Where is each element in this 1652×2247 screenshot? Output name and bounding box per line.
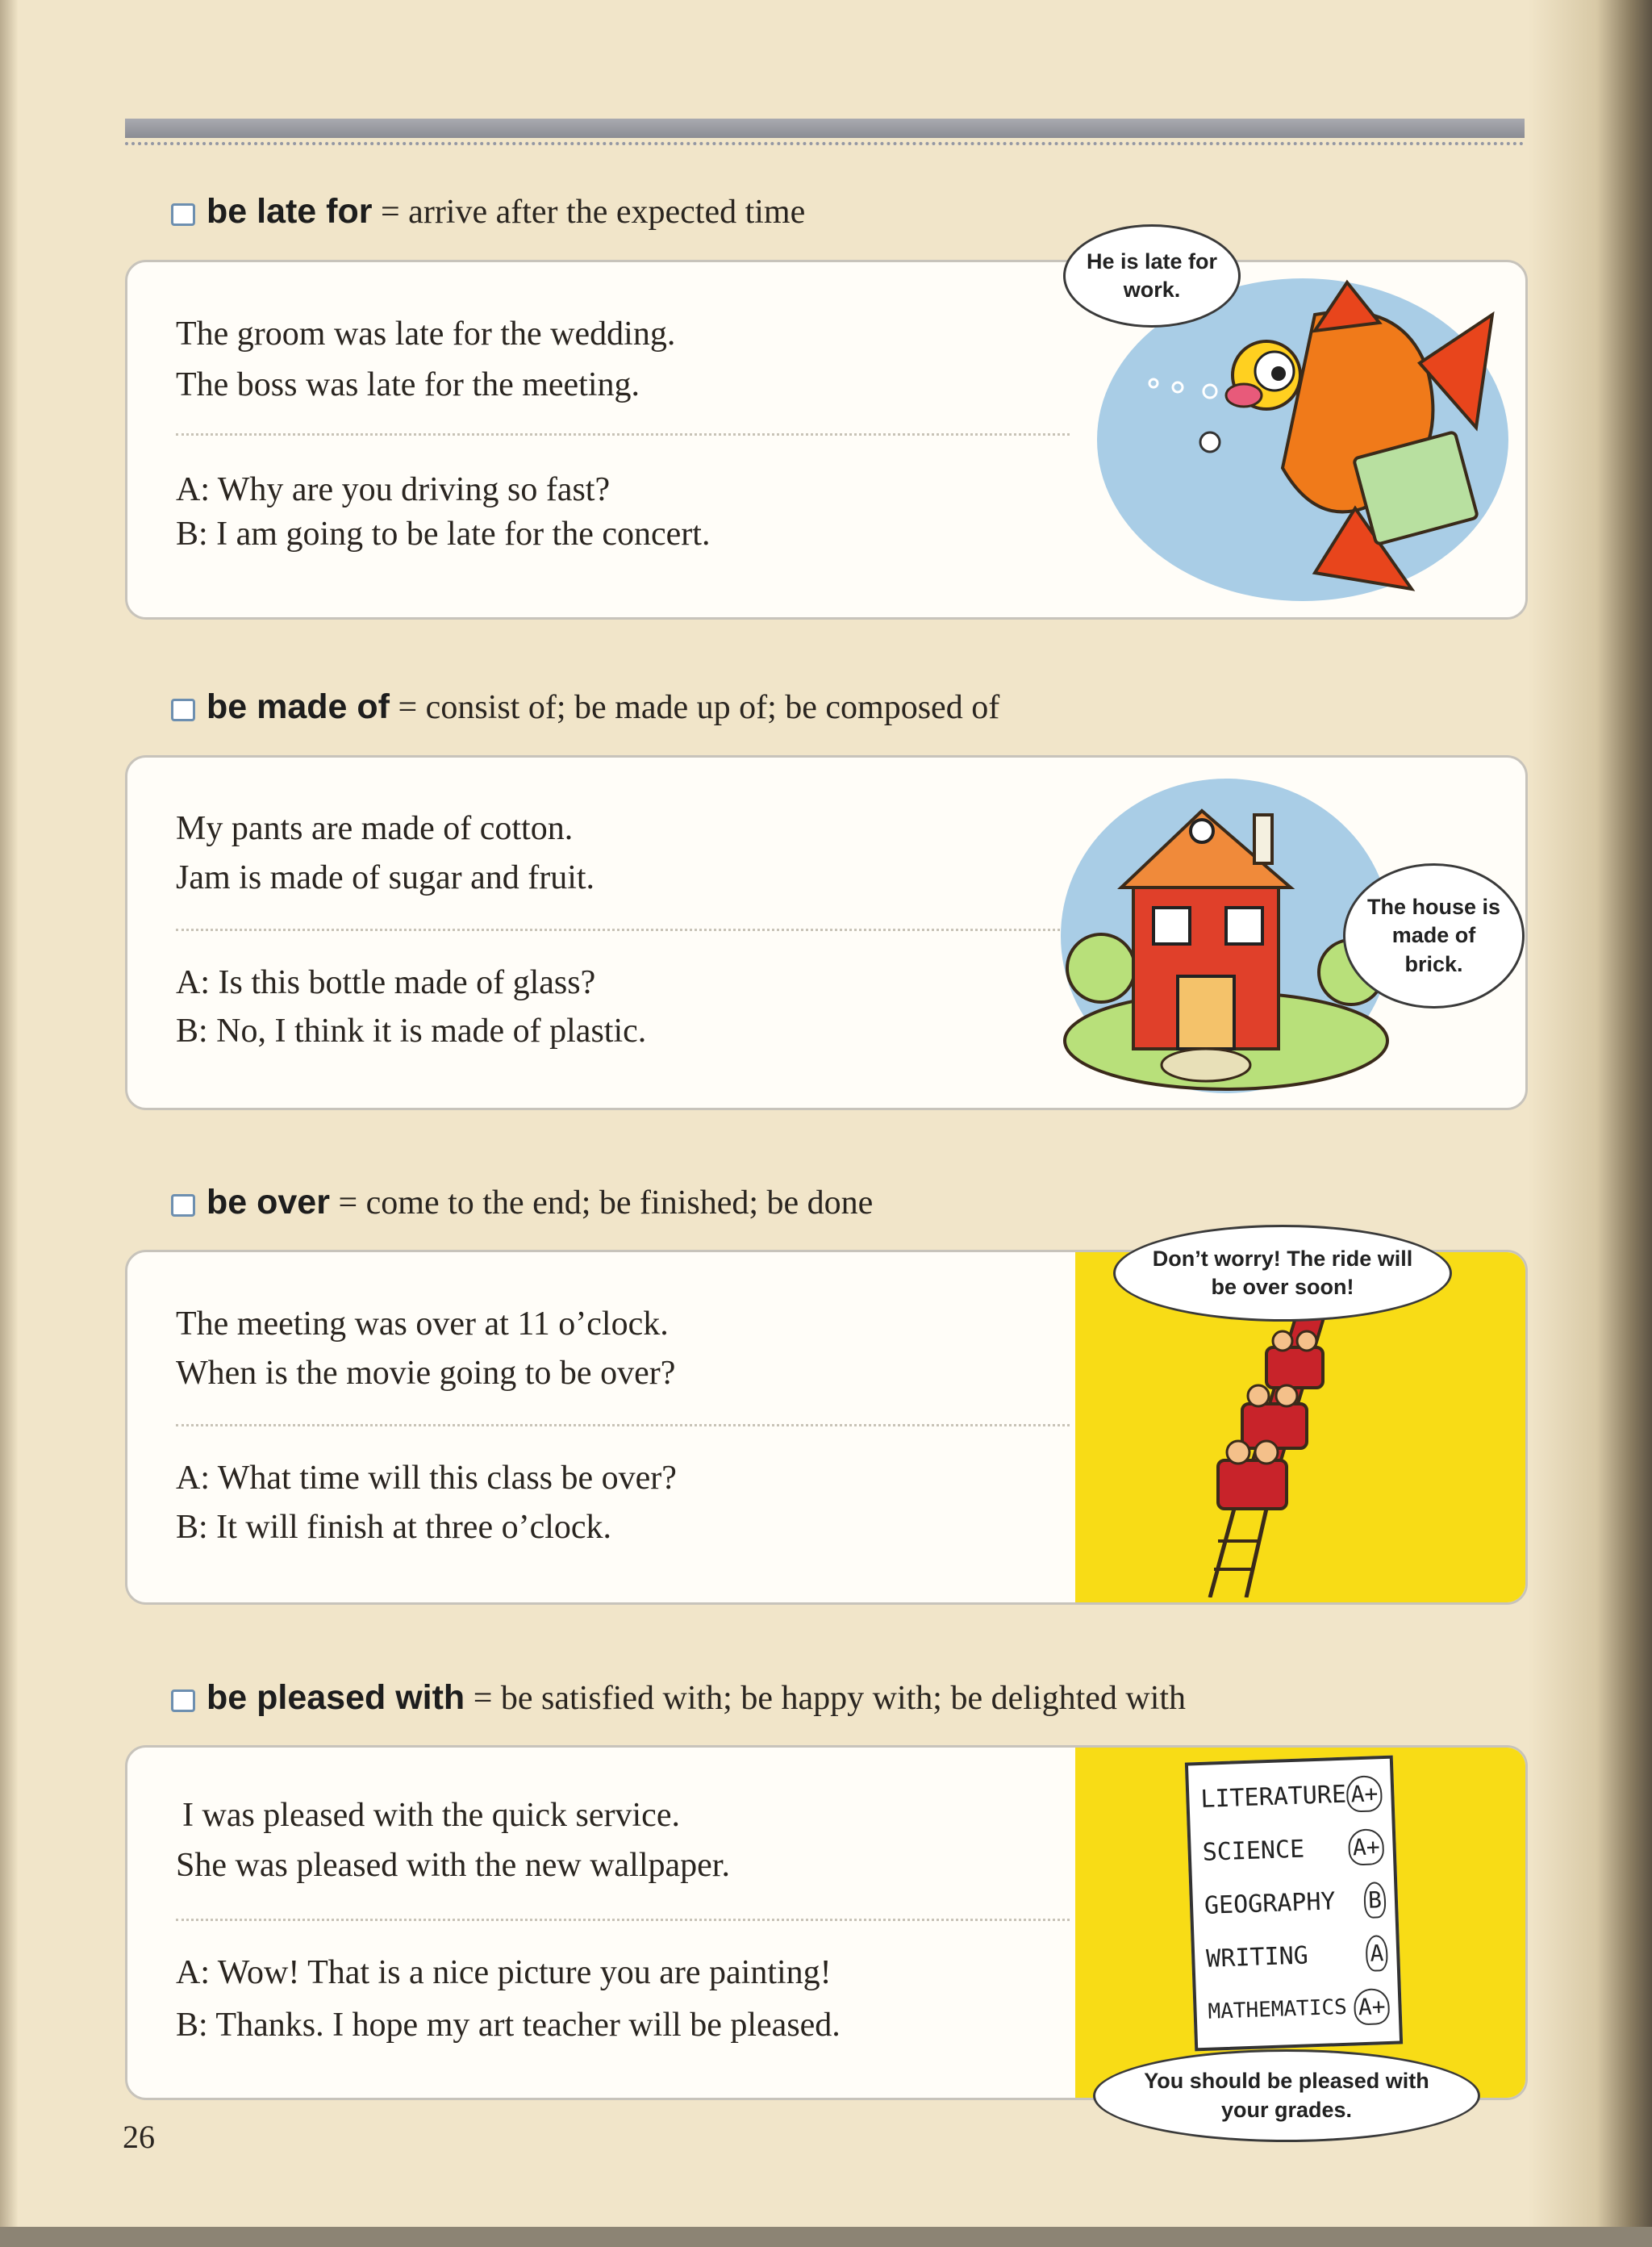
example-sentence: Jam is made of sugar and fruit. [176,859,595,896]
example-sentence: My pants are made of cotton. [176,810,574,847]
speech-bubble: Don’t worry! The ride will be over soon! [1113,1225,1452,1322]
report-row [1204,1875,1387,1930]
report-row [1205,1928,1388,1983]
report-row [1199,1769,1383,1823]
section-heading-be-pleased-with [171,1678,1186,1718]
definition: = arrive after the expected time [381,194,806,231]
speech-bubble: He is late for work. [1063,224,1241,328]
header-dotted-rule [125,142,1525,145]
section-heading-be-over [171,1183,873,1222]
report-row [1202,1822,1385,1877]
grade: A+ [1354,1987,1390,2024]
page-right-edge [1529,0,1652,2247]
dialogue-line: A: What time will this class be over? [176,1460,677,1497]
dialogue-line: B: Thanks. I hope my art teacher will be pleased. [176,2007,841,2044]
section-heading-be-late-for [171,192,805,232]
report-card-illustration [1185,1756,1403,2052]
dotted-separator [176,1424,1070,1426]
definition: = come to the end; be finished; be done [338,1184,874,1222]
example-sentence: The meeting was over at 11 o’clock. [176,1305,669,1343]
checkbox-icon [171,1689,195,1712]
checkbox-icon [171,1194,195,1217]
term: be over [206,1183,330,1222]
example-sentence: The groom was late for the wedding. [176,315,676,353]
grade: B [1363,1882,1386,1919]
example-sentence: She was pleased with the new wallpaper. [176,1847,730,1884]
example-sentence: When is the movie going to be over? [176,1355,676,1392]
dotted-separator [176,929,1070,931]
roller-coaster-illustration [1178,1307,1387,1598]
grade: A+ [1348,1828,1384,1865]
dotted-separator [176,433,1070,436]
checkbox-icon [171,203,195,226]
term: be pleased with [206,1678,465,1717]
subject: SCIENCE [1202,1835,1305,1867]
dialogue-line: A: Wow! That is a nice picture you are painting! [176,1954,832,1991]
section-heading-be-made-of [171,687,999,727]
subject: GEOGRAPHY [1204,1886,1337,1920]
page-bottom-edge [0,2227,1652,2247]
subject: MATHEMATICS [1208,1994,1348,2024]
page-spine-shadow [0,0,18,2247]
grade: A [1366,1934,1388,1971]
dialogue-line: A: Is this bottle made of glass? [176,964,596,1001]
dotted-separator [176,1919,1070,1921]
subject: WRITING [1205,1940,1309,1973]
term: be late for [206,192,373,231]
report-row [1208,1982,1391,2036]
speech-bubble: The house is made of brick. [1343,863,1525,1009]
dialogue-line: B: I am going to be late for the concert. [176,516,711,553]
header-bar [125,119,1525,138]
example-sentence: The boss was late for the meeting. [176,366,640,403]
definition: = be satisfied with; be happy with; be delighted with [473,1680,1187,1717]
page-number: 26 [123,2119,155,2155]
example-sentence: I was pleased with the quick service. [182,1797,680,1834]
term: be made of [206,687,390,726]
definition: = consist of; be made up of; be composed of [398,689,1000,726]
grade: A+ [1346,1775,1383,1812]
speech-bubble: You should be pleased with your grades. [1093,2049,1480,2142]
subject: LITERATURE [1199,1780,1347,1814]
dialogue-line: B: No, I think it is made of plastic. [176,1013,647,1050]
dialogue-line: A: Why are you driving so fast? [176,471,611,508]
checkbox-icon [171,699,195,721]
dialogue-line: B: It will finish at three o’clock. [176,1509,612,1546]
